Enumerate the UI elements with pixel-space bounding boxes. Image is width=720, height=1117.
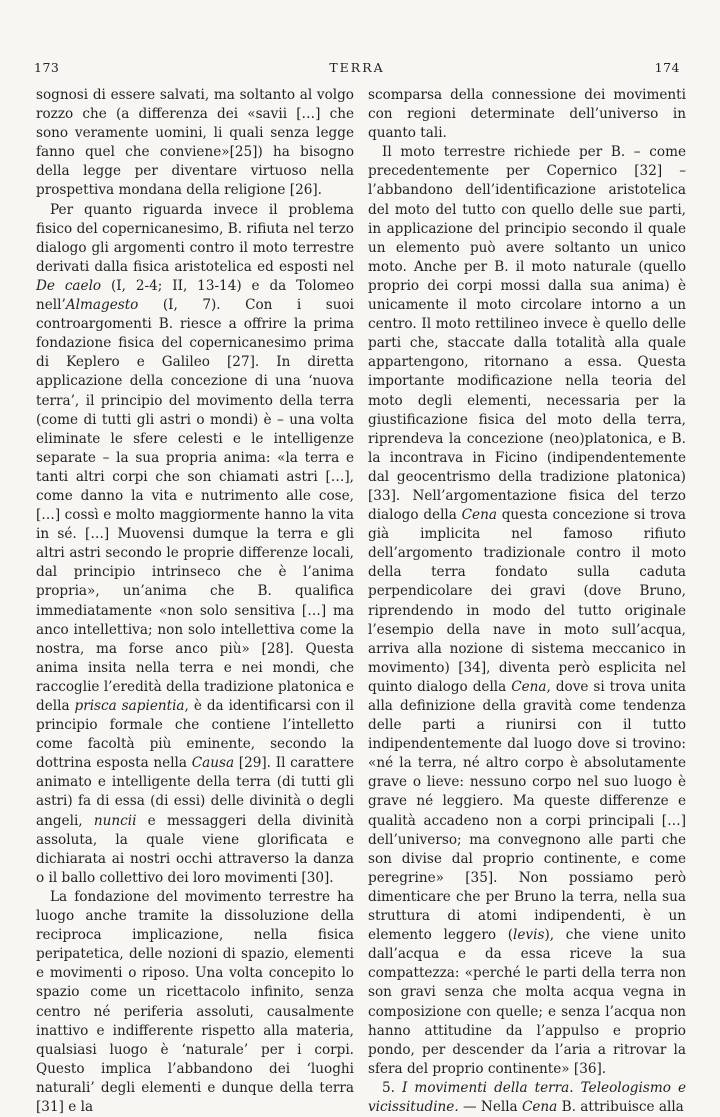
paragraph: Per quanto riguarda invece il problema fisico del copernicanesimo, B. rifiuta nel terzo dialogo gli argomenti contro il moto terrestre derivati dalla fisica aristotelica ed esposti nel De caelo (I, 2-4; II, 13-14) e da Tolomeo nell’Almagesto (I, 7). Con i suoi controargomenti B. riesce a offrire la prima fondazione fisica del copernicanesimo prima di Keplero e Galileo [27]. In diretta applicazione della concezione di una ‘nuova terra’, il principio del movimento della terra (come di tutti gli astri o mondi) è – una volta eliminate le sfere celesti e le intelligenze separate – la sua propria anima: «la terra e tanti altri corpi che son chiamati astri […], come danno la vita e nutrimento alle cose, […] cossì e molto maggiormente hanno la vita in sé. […] Muovensi dumque la terra e gli altri astri secondo le proprie differenze locali, dal principio intrinseco che è l’anima propria», un’anima che B. qualifica immediatamente «non solo sensitiva […] ma anco intellettiva; non solo intellettiva come la nostra, ma forse anco più» [28]. Questa anima insita nella terra e nei mondi, che raccoglie l’eredità della tradizione platonica e della prisca sapientia, è da identificarsi con il principio formale che contiene l’intelletto come facoltà più eminente, secondo la dottrina esposta nella Causa [29]. Il carattere animato e intelligente della terra (di tutti gli astri) fa di essa (di essi) delle divinità o degli angeli, nuncii e messaggeri della divinità assoluta, la quale viene glorificata e dichiarata ai nostri occhi attraverso la danza o il ballo collettivo dei loro movimenti [30]. — [36, 201, 354, 886]
running-title: TERRA — [329, 60, 385, 75]
right-column — [368, 86, 686, 1117]
running-header — [34, 60, 680, 80]
left-column — [36, 86, 354, 1117]
paragraph: scomparsa della connessione dei movimenti con regioni determinate dell’universo in quanto tali. — [368, 87, 686, 142]
paragraph: La fondazione del movimento terrestre ha luogo anche tramite la dissoluzione della reciproca implicazione, nella fisica peripatetica, delle nozioni di spazio, elementi e movimenti o riposo. Una volta concepito lo spazio come un ricettacolo infinito, senza centro né periferia assoluti, causalmente inattivo e indifferente rispetto alla materia, qualsiasi luogo è ‘naturale’ per i corpi. Questo implica l’abbandono dei ‘luoghi naturali’ degli elementi e dunque della terra [31] e la — [36, 888, 354, 1115]
page-number-right: 174 — [654, 60, 680, 75]
section-heading-paragraph: 5. I movimenti della terra. Teleologismo e vicissitudine. — Nella Cena B. attribuisce alla — [368, 1079, 686, 1115]
paragraph: Il moto terrestre richiede per B. – come precedentemente per Copernico [32] – l’abbandono dell’identificazione aristotelica del moto del tutto con quello delle sue parti, in applicazione del principio secondo il quale un elemento può avere soltanto un unico moto. Anche per B. il moto naturale (quello proprio dei corpi mossi dalla sua anima) è unicamente il moto circolare intorno a un centro. Il moto rettilineo invece è quello delle parti che, staccate dalla totalità alla quale appartengono, ritornano a essa. Questa importante modificazione nella teoria del moto degli elementi, necessaria per la giustificazione fisica del moto della terra, riprendeva la concezione (neo)platonica, e B. la incontrava in Ficino (indipendentemente dal geocentrismo della tradizione platonica) [33]. Nell’argomentazione fisica del terzo dialogo della Cena questa concezione si trova già implicita nel famoso rifiuto dell’argomento tradizionale contro il moto della terra fondato sulla caduta perpendicolare dei gravi (dove Bruno, riprendendo in modo del tutto originale l’esempio della nave in moto sull’acqua, arriva alla nozione di sistema meccanico in movimento) [34], diventa però esplicita nel quinto dialogo della Cena, dove si trova unita alla definizione della gravità come tendenza delle parti a riunirsi con il tutto indipendentemente dal luogo dove si trovino: «né la terra, né altro corpo è absolutamente grave o lieve: nessuno corpo nel suo luogo è grave né leggiero. Ma queste differenze e qualità accadeno non a corpi principali […] dell’universo; ma convegnono alle parti che son divise dal proprio continente, e come peregrine» [35]. Non possiamo però dimenticare che per Bruno la terra, nella sua struttura di atomi indipendenti, è un elemento leggero (levis), che viene unito dall’acqua e da essa riceve la sua compattezza: «perché le parti della terra non son gravi senza che molta acqua vegna in composizione con quelle; e senza l’acqua non hanno attitudine da l’appulso e proprio pondo, per descender da l’aria a ritrovar la sfera del proprio continente» [36]. — [368, 144, 686, 1077]
page-number-left: 173 — [34, 60, 60, 75]
paragraph: sognosi di essere salvati, ma soltanto al volgo rozzo che (a differenza dei «savii […] che sono veramente uomini, li quali senza legge fanno quel che conviene»[25]) ha bisogno della legge per diventare virtuoso nella prospettiva mondana della religione [26]. — [36, 87, 354, 199]
